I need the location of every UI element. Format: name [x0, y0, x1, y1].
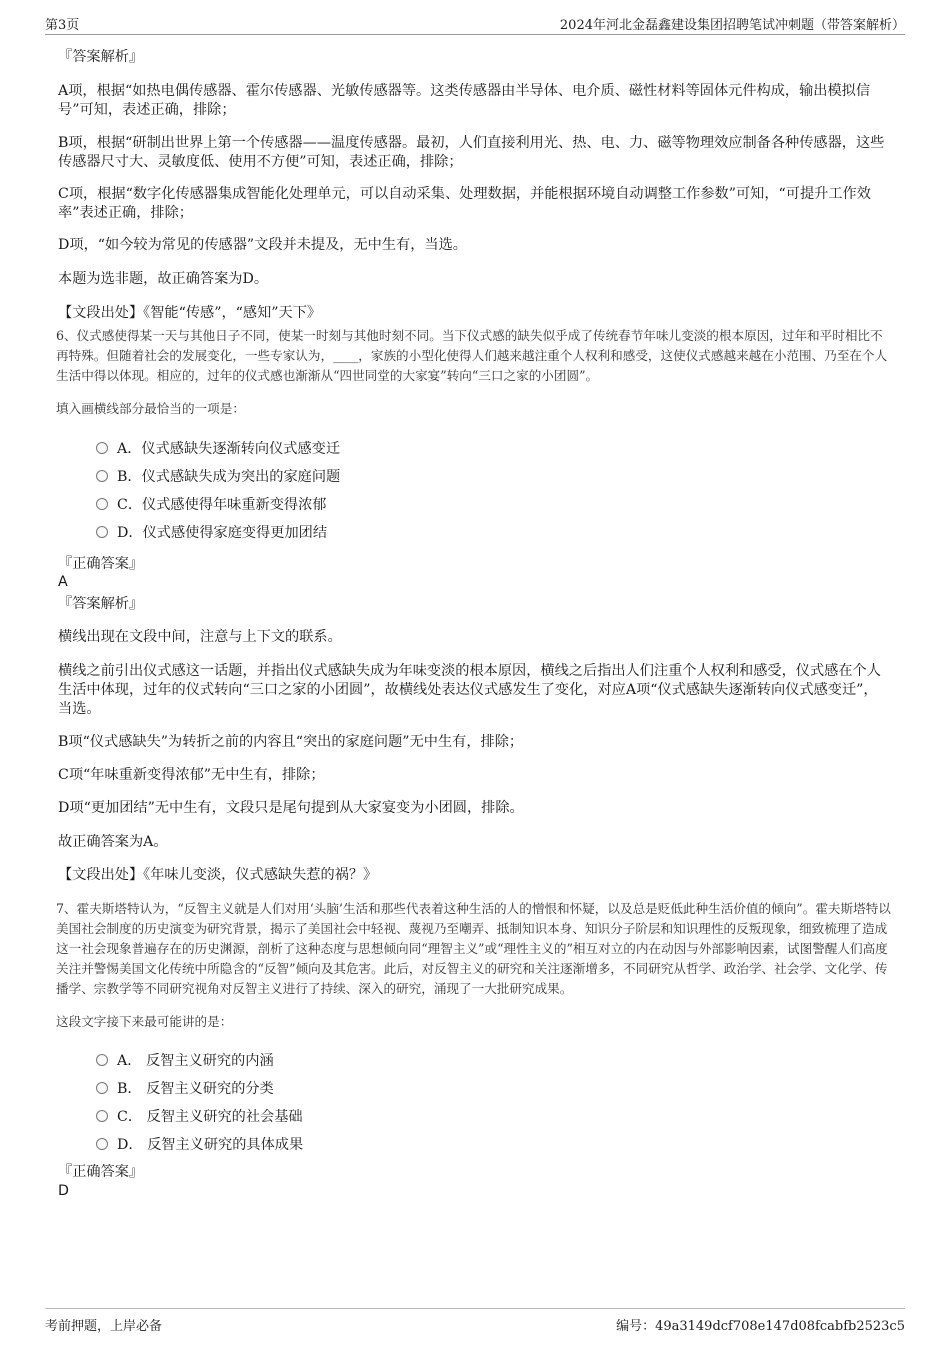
source-citation: 【文段出处】《智能“传感”，“感知”天下》 — [58, 305, 322, 321]
question-6-prompt: 填入画横线部分最恰当的一项是： — [56, 401, 245, 416]
analysis-paragraph: D项“更加团结”无中生有，文段只是尾句提到从大家宴变为小团圆，排除。 — [58, 800, 524, 816]
answer-label: 『正确答案』 — [58, 556, 144, 572]
radio-icon[interactable] — [96, 498, 108, 510]
question-7-stem: 7、霍夫斯塔特认为，“反智主义就是人们对用‘头脑’生活和那些代表着这种生活的人的憎恨和怀疑，以及总是贬低此种生活价值的倾向”。霍夫斯塔特以美国社会制度的历史演变为研究背景，揭示了美国社会中轻视、蔑视乃至嘲弄、抵制知识本身、知识分子阶层和知识理性的反叛现象，细致梳理了造成这一社会现象普遍存在的历史渊源，剖析了这种态度与思想倾向同“理智主义”或“理性主义的”相互对立的内在动因与外部影响因素，试图警醒人们高度关注并警惕美国文化传统中所隐含的“反智”倾向及其危害。此后，对反智主义的研究和关注逐渐增多，不同研究从哲学、政治学、社会学、文化学、传播学、宗教学等不同研究视角对反智主义进行了持续、深入的研究，涌现了一大批研究成果。 — [56, 901, 891, 996]
answer-label: 『正确答案』 — [58, 1164, 144, 1180]
radio-icon[interactable] — [96, 470, 108, 482]
analysis-label: 『答案解析』 — [58, 596, 144, 612]
analysis-paragraph: 故正确答案为A。 — [58, 834, 168, 850]
document-id: 编号：49a3149dcf708e147d08fcabfb2523c5 — [616, 1319, 905, 1334]
analysis-paragraph: 横线出现在文段中间，注意与上下文的联系。 — [58, 629, 342, 645]
option-c[interactable]: C．仪式感使得年味重新变得浓郁 — [96, 494, 326, 514]
radio-icon[interactable] — [96, 1110, 108, 1122]
page-footer — [45, 1308, 905, 1333]
option-d[interactable]: D．仪式感使得家庭变得更加团结 — [96, 522, 327, 542]
analysis-paragraph: B项“仪式感缺失”为转折之前的内容且“突出的家庭问题”无中生有，排除； — [58, 734, 524, 750]
footer-slogan: 考前押题，上岸必备 — [45, 1319, 163, 1334]
page-header — [45, 14, 905, 35]
analysis-item-d: D项，“如今较为常见的传感器”文段并未提及，无中生有，当选。 — [58, 237, 467, 253]
radio-icon[interactable] — [96, 442, 108, 454]
source-citation: 【文段出处】《年味儿变淡，仪式感缺失惹的祸？》 — [58, 867, 378, 883]
option-a[interactable]: A． 反智主义研究的内涵 — [96, 1050, 274, 1070]
option-d[interactable]: D． 反智主义研究的具体成果 — [96, 1134, 303, 1154]
question-6-stem: 6、仪式感使得某一天与其他日子不同，使某一时刻与其他时刻不同。当下仪式感的缺失似乎成了传统春节年味儿变淡的根本原因，过年和平时相比不再特殊。但随着社会的发展变化，一些专家认为，____，家族的小型化使得人们越来越注重个人权利和感受，这使仪式感越来越在小范围、乃至在个人生活中得以体现。相应的，过年的仪式感也渐渐从“四世同堂的大家宴”转向“三口之家的小团圆”。 — [56, 328, 888, 383]
analysis-item-b: B项，根据“研制出世界上第一个传感器——温度传感器。最初，人们直接利用光、热、电、力、磁等物理效应制备各种传感器，这些传感器尺寸大、灵敏度低、使用不方便”可知，表述正确，排除； — [58, 135, 885, 170]
answer-value: D — [58, 1183, 69, 1199]
option-b[interactable]: B．仪式感缺失成为突出的家庭问题 — [96, 466, 340, 486]
radio-icon[interactable] — [96, 1082, 108, 1094]
answer-value: A — [58, 574, 68, 590]
analysis-paragraph: 横线之前引出仪式感这一话题，并指出仪式感缺失成为年味变淡的根本原因，横线之后指出人们注重个人权利和感受，仪式感在个人生活中体现，过年的仪式转向“三口之家的小团圆”，故横线处表达仪式感发生了变化，对应A项“仪式感缺失逐渐转向仪式感变迁”，当选。 — [58, 663, 881, 717]
analysis-conclusion: 本题为选非题，故正确答案为D。 — [58, 271, 269, 287]
option-b[interactable]: B． 反智主义研究的分类 — [96, 1078, 274, 1098]
analysis-paragraph: C项“年味重新变得浓郁”无中生有，排除； — [58, 767, 325, 783]
page-number: 第3页 — [45, 18, 80, 33]
option-a[interactable]: A．仪式感缺失逐渐转向仪式感变迁 — [96, 438, 340, 458]
option-c[interactable]: C． 反智主义研究的社会基础 — [96, 1106, 303, 1126]
radio-icon[interactable] — [96, 526, 108, 538]
document-title: 2024年河北金磊鑫建设集团招聘笔试冲刺题（带答案解析） — [559, 18, 905, 33]
question-7-prompt: 这段文字接下来最可能讲的是： — [56, 1014, 233, 1029]
analysis-label: 『答案解析』 — [58, 49, 144, 65]
radio-icon[interactable] — [96, 1054, 108, 1066]
analysis-item-c: C项，根据“数字化传感器集成智能化处理单元，可以自动采集、处理数据，并能根据环境自动调整工作参数”可知，“可提升工作效率”表述正确，排除； — [58, 186, 871, 221]
analysis-item-a: A项，根据“如热电偶传感器、霍尔传感器、光敏传感器等。这类传感器由半导体、电介质、磁性材料等固体元件构成，输出模拟信号”可知，表述正确，排除； — [58, 83, 871, 118]
radio-icon[interactable] — [96, 1138, 108, 1150]
